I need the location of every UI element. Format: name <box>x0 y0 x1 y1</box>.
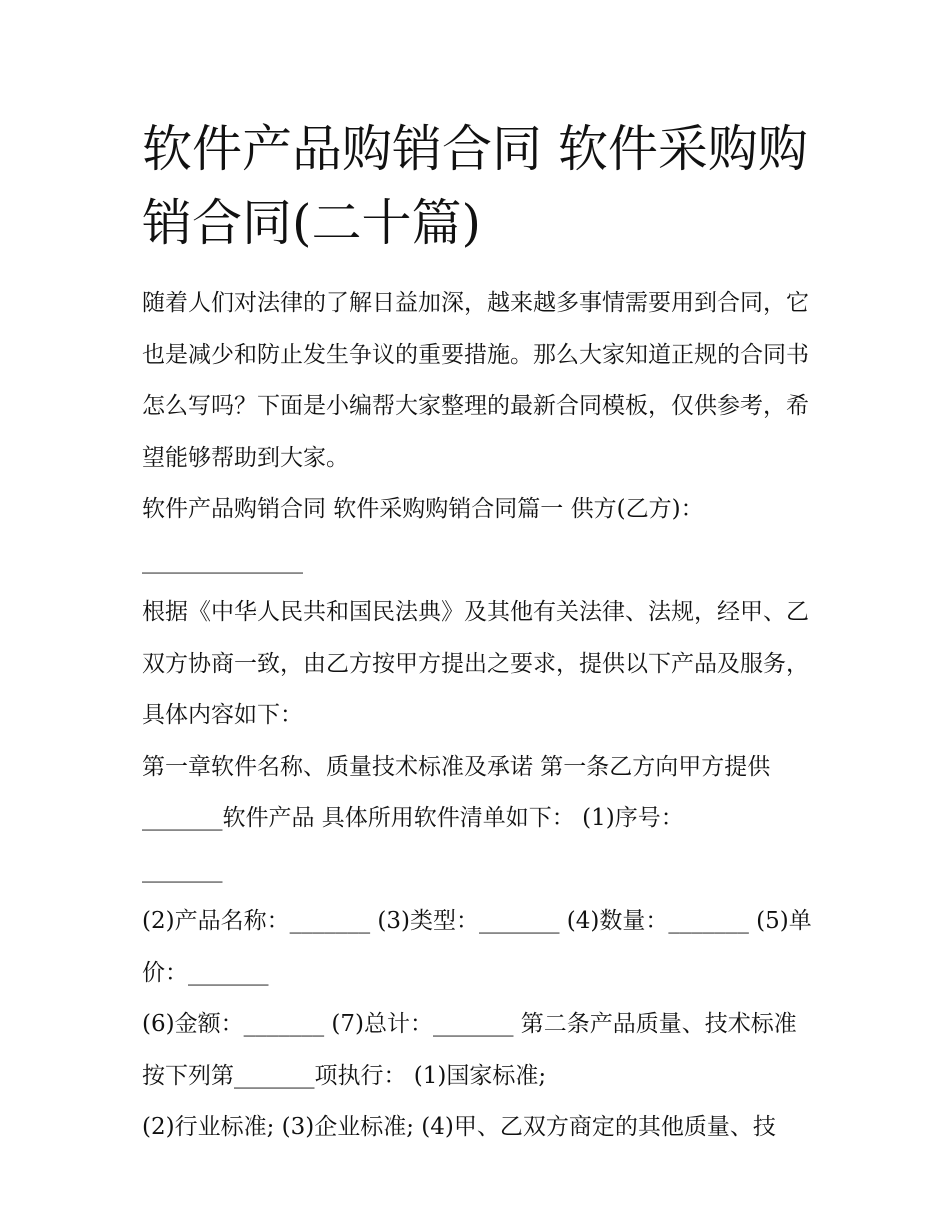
amount-total-paragraph: (6)金额：_______ (7)总计：_______ 第二条产品质量、技术标准 按下列第_______项执行： (1)国家标准; <box>142 1011 797 1089</box>
contract-heading-line: 软件产品购销合同 软件采购购销合同篇一 供方(乙方)： <box>142 496 704 522</box>
serial-number-blank: _______ <box>142 856 223 883</box>
document-page <box>142 112 822 1154</box>
document-body <box>142 278 822 1154</box>
document-title: 软件产品购销合同 软件采购购销合同(二十篇) <box>142 120 808 252</box>
intro-paragraph: 随着人们对法律的了解日益加深，越来越多事情需要用到合同，它也是减少和防止发生争议的重要措施。那么大家知道正规的合同书怎么写吗？下面是小编帮大家整理的最新合同模板，仅供参考，希望能够帮助到大家。 <box>142 290 809 471</box>
supplier-blank: ______________ <box>142 547 303 574</box>
standards-paragraph: (2)行业标准; (3)企业标准; (4)甲、乙双方商定的其他质量、技 <box>142 1114 776 1140</box>
basis-paragraph: 根据《中华人民共和国民法典》及其他有关法律、法规，经甲、乙双方协商一致，由乙方按甲方提出之要求，提供以下产品及服务，具体内容如下： <box>142 599 809 728</box>
chapter-one-paragraph: 第一章软件名称、质量技术标准及承诺 第一条乙方向甲方提供_______软件产品 具体所用软件清单如下： (1)序号： <box>142 753 771 831</box>
product-details-paragraph: (2)产品名称：_______ (3)类型：_______ (4)数量：_______ (5)单价：_______ <box>142 908 812 986</box>
